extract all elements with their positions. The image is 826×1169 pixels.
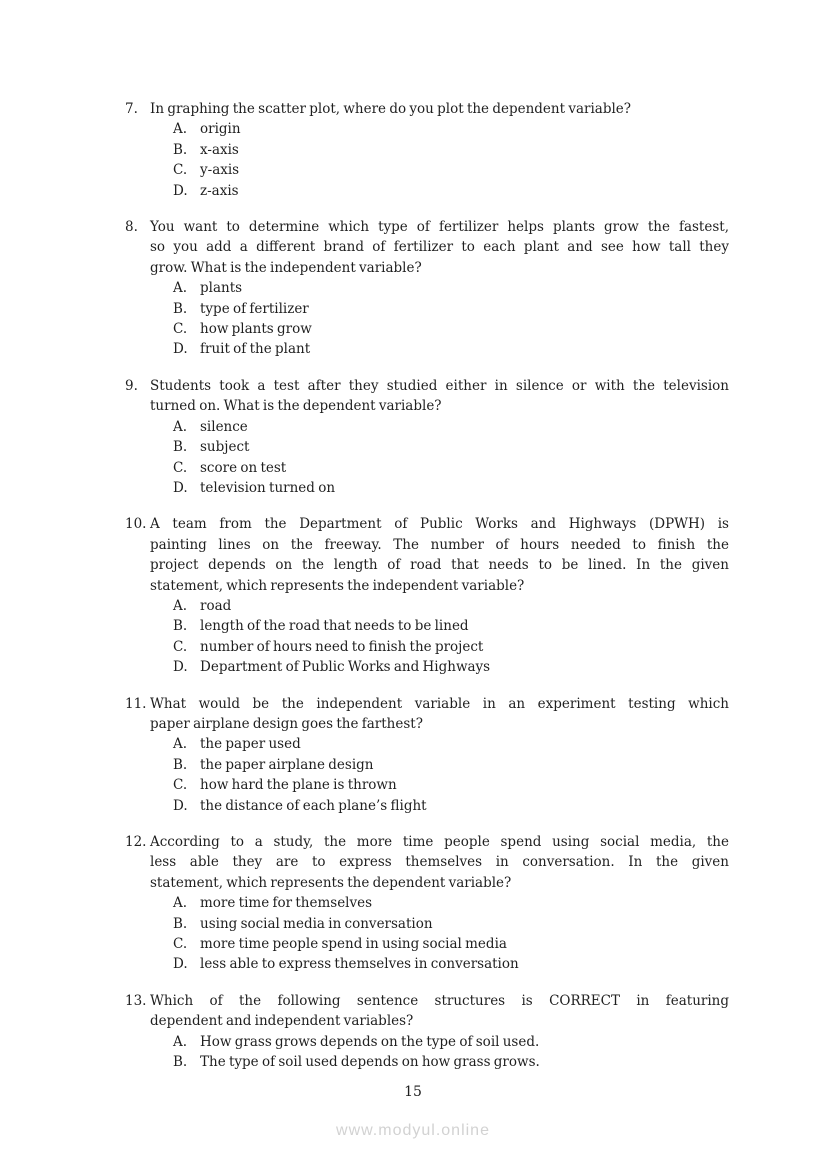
option-letter: A. — [173, 280, 188, 297]
answer-option — [125, 478, 729, 498]
answer-option — [125, 637, 729, 657]
question-text-line — [125, 694, 729, 714]
option-text: origin — [200, 121, 241, 138]
question-text-line: dependent and independent variables? — [150, 1013, 414, 1030]
option-letter: D. — [173, 479, 188, 496]
option-text: television turned on — [200, 479, 336, 496]
option-letter: B. — [173, 756, 188, 773]
option-text: The type of soil used depends on how grass grows. — [200, 1054, 540, 1071]
option-letter: C. — [173, 459, 188, 476]
option-letter: C. — [173, 162, 188, 179]
option-text: x-axis — [200, 141, 239, 158]
option-text: score on test — [200, 459, 287, 476]
option-letter: C. — [173, 638, 188, 655]
question-text-line — [125, 832, 729, 852]
question-text-line: statement, which represents the independent variable? — [150, 577, 525, 594]
option-text: the distance of each plane’s flight — [200, 797, 427, 814]
question-text: Students took a test after they studied either in silence or with the television — [150, 377, 729, 394]
option-letter: A. — [173, 1033, 188, 1050]
question-block — [125, 694, 729, 816]
question-number: 7. — [125, 101, 138, 117]
question-number: 11. — [125, 695, 147, 712]
option-text: silence — [200, 418, 248, 435]
answer-option — [125, 657, 729, 677]
option-text: less able to express themselves in conversation — [200, 956, 519, 973]
question-text-line — [125, 217, 729, 237]
option-letter: A. — [173, 895, 188, 912]
option-letter: C. — [173, 321, 188, 338]
answer-option — [125, 437, 729, 457]
option-text: road — [200, 597, 232, 614]
question-text-line — [125, 991, 729, 1011]
answer-option — [125, 934, 729, 954]
option-letter: D. — [173, 182, 188, 199]
answer-option — [125, 140, 729, 160]
question-text-line: paper airplane design goes the farthest? — [150, 715, 423, 732]
option-letter: B. — [173, 1054, 188, 1071]
question-text-line — [125, 514, 729, 534]
question-text-line: project depends on the length of road that needs to be lined. In the given — [150, 557, 729, 574]
answer-option — [125, 775, 729, 795]
option-text: more time for themselves — [200, 895, 373, 912]
option-text: the paper used — [200, 736, 301, 753]
question-text-line — [125, 376, 729, 396]
option-letter: D. — [173, 341, 188, 358]
option-text: How grass grows depends on the type of soil used. — [200, 1033, 540, 1050]
option-letter: B. — [173, 915, 188, 932]
answer-option — [125, 954, 729, 974]
option-text: how plants grow — [200, 321, 312, 338]
question-text: You want to determine which type of fertilizer helps plants grow the fastest, — [150, 219, 729, 236]
question-text: What would be the independent variable in an experiment testing which — [150, 695, 729, 712]
question-text-line: statement, which represents the dependent variable? — [150, 874, 512, 891]
answer-option — [125, 119, 729, 139]
question-number: 9. — [125, 377, 138, 394]
question-block — [125, 514, 729, 677]
question-block — [125, 832, 729, 975]
answer-option — [125, 319, 729, 339]
question-number: 8. — [125, 219, 138, 236]
option-text: the paper airplane design — [200, 756, 374, 773]
question-block — [125, 99, 729, 201]
option-letter: A. — [173, 418, 188, 435]
question-text-line: so you add a different brand of fertilizer to each plant and see how tall they — [150, 239, 729, 256]
question-text-line: turned on. What is the dependent variable? — [150, 398, 442, 415]
option-text: z-axis — [200, 182, 239, 199]
page-number: 15 — [404, 1084, 422, 1100]
option-letter: B. — [173, 618, 188, 635]
answer-option — [125, 181, 729, 201]
answer-option — [125, 417, 729, 437]
option-text: plants — [200, 280, 243, 297]
answer-option — [125, 755, 729, 775]
answer-option — [125, 278, 729, 298]
question-text-line: painting lines on the freeway. The number of hours needed to finish the — [150, 536, 729, 553]
option-letter: D. — [173, 956, 188, 973]
answer-option — [125, 616, 729, 636]
question-text: In graphing the scatter plot, where do you plot the dependent variable? — [150, 101, 632, 117]
option-letter: D. — [173, 797, 188, 814]
option-text: subject — [200, 439, 250, 456]
option-letter: C. — [173, 777, 188, 794]
answer-option — [125, 893, 729, 913]
option-text: how hard the plane is thrown — [200, 777, 397, 794]
question-number: 10. — [125, 516, 147, 533]
answer-option — [125, 299, 729, 319]
answer-option — [125, 914, 729, 934]
question-text: According to a study, the more time people spend using social media, the — [150, 834, 729, 850]
option-letter: A. — [173, 736, 188, 753]
question-block — [125, 991, 729, 1073]
option-text: Department of Public Works and Highways — [200, 659, 491, 676]
question-block — [125, 217, 729, 360]
option-text: using social media in conversation — [200, 915, 433, 932]
questions-list — [125, 99, 729, 1088]
answer-option — [125, 458, 729, 478]
question-block — [125, 376, 729, 498]
option-letter: B. — [173, 300, 188, 317]
answer-option — [125, 339, 729, 359]
option-text: y-axis — [200, 162, 240, 179]
option-letter: B. — [173, 141, 188, 158]
answer-option — [125, 796, 729, 816]
question-text-line: less able they are to express themselves in conversation. In the given — [150, 854, 729, 871]
option-letter: A. — [173, 121, 188, 138]
option-letter: B. — [173, 439, 188, 456]
answer-option — [125, 734, 729, 754]
question-text: Which of the following sentence structures is CORRECT in featuring — [150, 992, 729, 1009]
answer-option — [125, 596, 729, 616]
question-text-line — [125, 99, 729, 119]
option-letter: D. — [173, 659, 188, 676]
option-text: more time people spend in using social media — [200, 936, 507, 953]
option-letter: C. — [173, 936, 188, 953]
question-text-line: grow. What is the independent variable? — [150, 259, 422, 276]
answer-option — [125, 160, 729, 180]
question-text: A team from the Department of Public Works and Highways (DPWH) is — [150, 516, 729, 533]
answer-option — [125, 1052, 729, 1072]
option-text: fruit of the plant — [200, 341, 311, 358]
question-number: 12. — [125, 834, 147, 850]
option-text: length of the road that needs to be lined — [200, 618, 469, 635]
answer-option — [125, 1032, 729, 1052]
option-text: type of fertilizer — [200, 300, 309, 317]
question-number: 13. — [125, 992, 147, 1009]
option-letter: A. — [173, 597, 188, 614]
watermark-text: www.modyul.online — [336, 1122, 490, 1139]
option-text: number of hours need to finish the project — [200, 638, 484, 655]
